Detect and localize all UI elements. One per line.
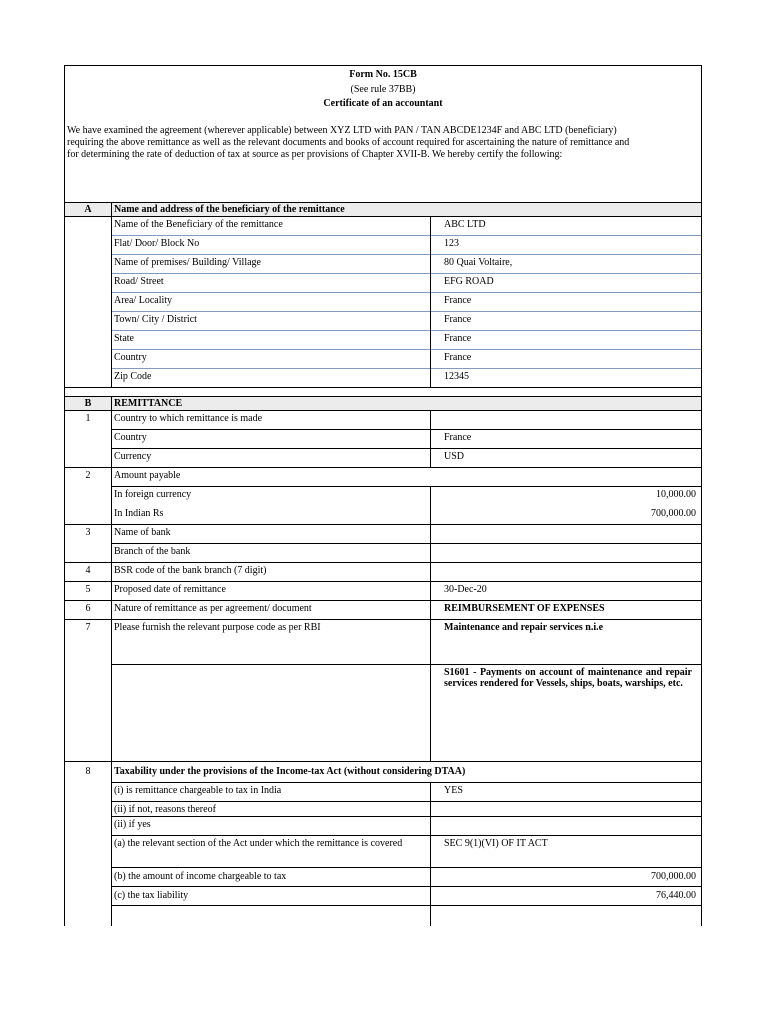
purpose-code-description: S1601 - Payments on account of maintenance and repair services rendered for Vessels, ships, boats, warships, etc. (444, 667, 692, 689)
remit-country-value: France (444, 432, 472, 443)
tax-liability-value: 76,440.00 (656, 890, 696, 901)
section-label: (a) the relevant section of the Act under which the remittance is covered (114, 838, 403, 849)
foreign-currency-value: 10,000.00 (656, 489, 696, 500)
state-label: State (114, 333, 134, 344)
flat-label: Flat/ Door/ Block No (114, 238, 200, 249)
income-chargeable-value: 700,000.00 (651, 871, 696, 882)
item-5-number: 5 (85, 584, 91, 595)
road-value: EFG ROAD (444, 276, 494, 287)
tax-liability-label: (c) the tax liability (114, 890, 189, 901)
item-3-number: 3 (85, 527, 91, 538)
purpose-code-label: Please furnish the relevant purpose code as per RBI (114, 622, 321, 633)
remittance-date-value: 30-Dec-20 (444, 584, 487, 595)
bank-branch-label: Branch of the bank (114, 546, 191, 557)
beneficiary-name-value: ABC LTD (444, 219, 486, 230)
premises-label: Name of premises/ Building/ Village (114, 257, 261, 268)
town-value: France (444, 314, 472, 325)
form-title: Form No. 15CB (349, 69, 417, 80)
currency-label: Currency (114, 451, 152, 462)
chargeable-value: YES (444, 785, 463, 796)
chargeable-label: (i) is remittance chargeable to tax in India (114, 785, 282, 796)
item-4-number: 4 (85, 565, 91, 576)
zip-value: 12345 (444, 371, 469, 382)
bsr-code-label: BSR code of the bank branch (7 digit) (114, 565, 267, 576)
country-label: Country (114, 352, 147, 363)
indian-rs-value: 700,000.00 (651, 508, 696, 519)
area-label: Area/ Locality (114, 295, 173, 306)
item-1-label: Country to which remittance is made (114, 413, 263, 424)
nature-label: Nature of remittance as per agreement/ document (114, 603, 312, 614)
item-8-number: 8 (85, 766, 91, 777)
intro-line-3: for determining the rate of deduction of tax at source as per provisions of Chapter XVII-B. We hereby certify the following: (67, 149, 563, 160)
indian-rs-label: In Indian Rs (114, 508, 164, 519)
section-value: SEC 9(1)(VI) OF IT ACT (444, 838, 548, 849)
intro-line-1: We have examined the agreement (wherever applicable) between XYZ LTD with PAN / TAN ABCDE1234F and ABC LTD (beneficiary) (67, 125, 617, 136)
intro-line-2: requiring the above remittance as well as the relevant documents and books of account required for ascertaining the nature of remittance and (67, 137, 630, 148)
currency-value: USD (444, 451, 465, 462)
item-7-number: 7 (85, 622, 91, 633)
form-rule: (See rule 37BB) (350, 84, 416, 95)
beneficiary-name-label: Name of the Beneficiary of the remittance (114, 219, 283, 230)
state-value: France (444, 333, 472, 344)
nature-value: REIMBURSEMENT OF EXPENSES (444, 603, 605, 614)
item-2-number: 2 (85, 470, 91, 481)
item-1-number: 1 (85, 413, 91, 424)
if-yes-label: (ii) if yes (114, 819, 151, 830)
foreign-currency-label: In foreign currency (114, 489, 192, 500)
premises-value: 80 Quai Voltaire, (444, 257, 513, 268)
purpose-code-value: Maintenance and repair services n.i.e (444, 622, 604, 633)
road-label: Road/ Street (114, 276, 164, 287)
bank-name-label: Name of bank (114, 527, 171, 538)
taxability-heading: Taxability under the provisions of the Income-tax Act (without considering DTAA) (114, 766, 466, 777)
item-6-number: 6 (85, 603, 91, 614)
form-subtitle: Certificate of an accountant (323, 98, 443, 109)
item-2-label: Amount payable (114, 470, 181, 481)
area-value: France (444, 295, 472, 306)
country-value: France (444, 352, 472, 363)
section-a-heading: Name and address of the beneficiary of the remittance (114, 204, 345, 215)
income-chargeable-label: (b) the amount of income chargeable to tax (114, 871, 287, 882)
remittance-date-label: Proposed date of remittance (114, 584, 226, 595)
flat-value: 123 (444, 238, 459, 249)
remit-country-label: Country (114, 432, 147, 443)
zip-label: Zip Code (114, 371, 152, 382)
if-not-label: (ii) if not, reasons thereof (114, 804, 216, 815)
section-b-letter: B (84, 398, 92, 409)
town-label: Town/ City / District (114, 314, 197, 325)
section-a-letter: A (84, 204, 92, 215)
section-b-heading: REMITTANCE (114, 398, 183, 409)
form-15cb-sheet (64, 65, 702, 926)
